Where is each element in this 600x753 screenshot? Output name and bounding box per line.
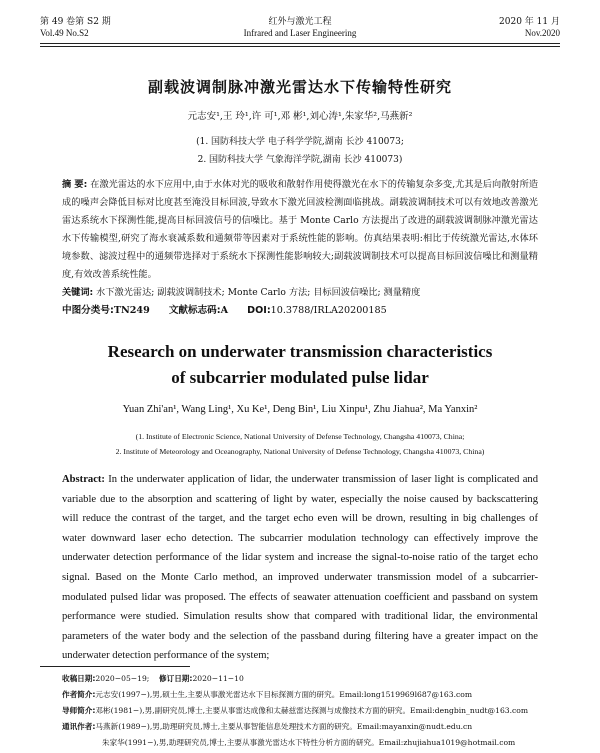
footnote-corresponding — [62, 721, 560, 732]
footnote-dates — [62, 673, 560, 684]
header-rule-thin — [40, 46, 560, 47]
keywords-cn-text: 水下激光雷达; 副载波调制技术; Monte Carlo 方法; 目标回波信噪比; 测量精度 — [96, 287, 421, 298]
author-bio-label: 作者简介: — [62, 690, 96, 699]
doc-code-value: A — [220, 305, 229, 316]
doi-label: DOI: — [247, 305, 271, 316]
date-cn: 2020 年 11 月 — [499, 17, 560, 27]
doi-value: 10.3788/IRLA20200185 — [270, 305, 387, 316]
keywords-cn — [62, 284, 538, 302]
paper-title-en-line2: of subcarrier modulated pulse lidar — [171, 368, 429, 387]
abstract-cn — [62, 176, 538, 284]
author-bio: 元志安(1997−),男,硕士生,主要从事激光雷达水下目标探测方面的研究。Email:long1519969l687@163.com — [95, 690, 473, 699]
affiliation-en-2: 2. Institute of Meteorology and Oceanography, National University of Defense Technology, Changsha 410073, China) — [115, 447, 485, 456]
journal-name-en: Infrared and Laser Engineering — [243, 28, 357, 38]
classification-line — [62, 302, 538, 320]
paper-title-en-line1: Research on underwater transmission characteristics — [107, 342, 493, 361]
footnote-advisor — [62, 705, 560, 716]
abstract-en-text: In the underwater application of lidar, the underwater transmission of laser light is complicated and variable due to the absorption and scattering of light by water, especially the noise caused by backscattering will reduce the contrast of the target, and the target echo even will be drown, resulting in big challenges of water downward laser echo detection. The subcarrier modulation technology can effectively improve the underwater detection performance of the lidar system and increase the signal-to-noise ratio of the target echo signal. Based on the Monte Carlo method, an improved underwater transmission model of a subcarrier-modulated pulsed lidar was proposed. The effects of seawater attenuation coefficient and passband on system performance were studied. Simulation results show that compared with traditional lidar, the environmental parameters of the water body and the selection of the passband during filtering have a greater impact on the underwater detection performance of the system; — [62, 474, 538, 662]
keywords-cn-label: 关键词: — [62, 287, 94, 298]
affiliation-en-1: (1. Institute of Electronic Science, National University of Defense Technology, Changsha 410073, China; — [135, 432, 465, 441]
date-en: Nov.2020 — [524, 28, 560, 38]
affiliation-cn-2: 2. 国防科技大学 气象海洋学院,湖南 长沙 410073) — [197, 155, 403, 165]
volume-en: Vol.49 No.S2 — [40, 28, 89, 38]
paper-title-cn: 副载波调制脉冲激光雷达水下传输特性研究 — [147, 78, 452, 96]
footnote-rule — [40, 666, 190, 667]
abstract-cn-label: 摘 要: — [62, 179, 88, 190]
revised-label: 修订日期: — [159, 674, 193, 683]
abstract-en — [62, 470, 538, 666]
received-label: 收稿日期: — [62, 674, 96, 683]
journal-name-cn: 红外与激光工程 — [268, 17, 332, 27]
clc-label: 中图分类号: — [62, 305, 114, 316]
abstract-en-label: Abstract: — [62, 474, 105, 485]
advisor-bio-label: 导师简介: — [62, 706, 96, 715]
clc-value: TN249 — [113, 305, 150, 316]
advisor-bio: 邓彬(1981−),男,副研究员,博士,主要从事雷达成像和太赫兹雷达探测与成像技术方面的研究。Email:dengbin_nudt@163.com — [95, 706, 529, 715]
author-list-en: Yuan Zhi'an¹, Wang Ling¹, Xu Ke¹, Deng Bin¹, Liu Xinpu¹, Zhu Jiahua², Ma Yanxin² — [122, 404, 478, 415]
volume-cn: 第 49 卷第 S2 期 — [40, 17, 111, 27]
author-list-cn: 元志安¹,王 玲¹,许 可¹,邓 彬¹,刘心涛¹,朱家华²,马燕新² — [187, 111, 413, 122]
corresponding-label: 通讯作者: — [62, 722, 96, 731]
header-rule — [40, 43, 560, 44]
footnote-extra: 朱家华(1991−),男,助理研究员,博士,主要从事激光雷达水下特性分析方面的研究。Email:zhujiahua1019@hotmail.com — [102, 738, 516, 747]
revised-date: 2020−11−10 — [192, 674, 244, 683]
corresponding-bio: 马燕新(1989−),男,助理研究员,博士,主要从事智能信息处理技术方面的研究。Email:mayanxin@nudt.edu.cn — [95, 722, 473, 731]
abstract-cn-text: 在激光雷达的水下应用中,由于水体对光的吸收和散射作用使得激光在水下的传输复杂多变,尤其是后向散射所造成的噪声会降低目标对比度甚至淹没目标回波,导致水下激光回波检测面临挑战。副载波调制技术可以有效地改善激光雷达系统水下探测性能,提高目标回波信号的信噪比。基于 Monte Carlo 方法提出了改进的副载波调制脉冲激光雷达水下传输模型,研究了海水衰减系数和通频带等因素对于系统性能的影响。仿真结果表明:相比于传统激光雷达,水体环境参数、滤波过程中的通频带选择对于系统水下探测性能影响较大;副载波调制技术可以提高目标回波信噪比和测量精度,有效改善系统性能。 — [62, 179, 539, 280]
doc-code-label: 文献标志码: — [168, 305, 221, 316]
affiliation-cn-1: (1. 国防科技大学 电子科学学院,湖南 长沙 410073; — [196, 137, 404, 147]
received-date: 2020−05−19; — [95, 674, 150, 683]
footnote-author — [62, 689, 560, 700]
